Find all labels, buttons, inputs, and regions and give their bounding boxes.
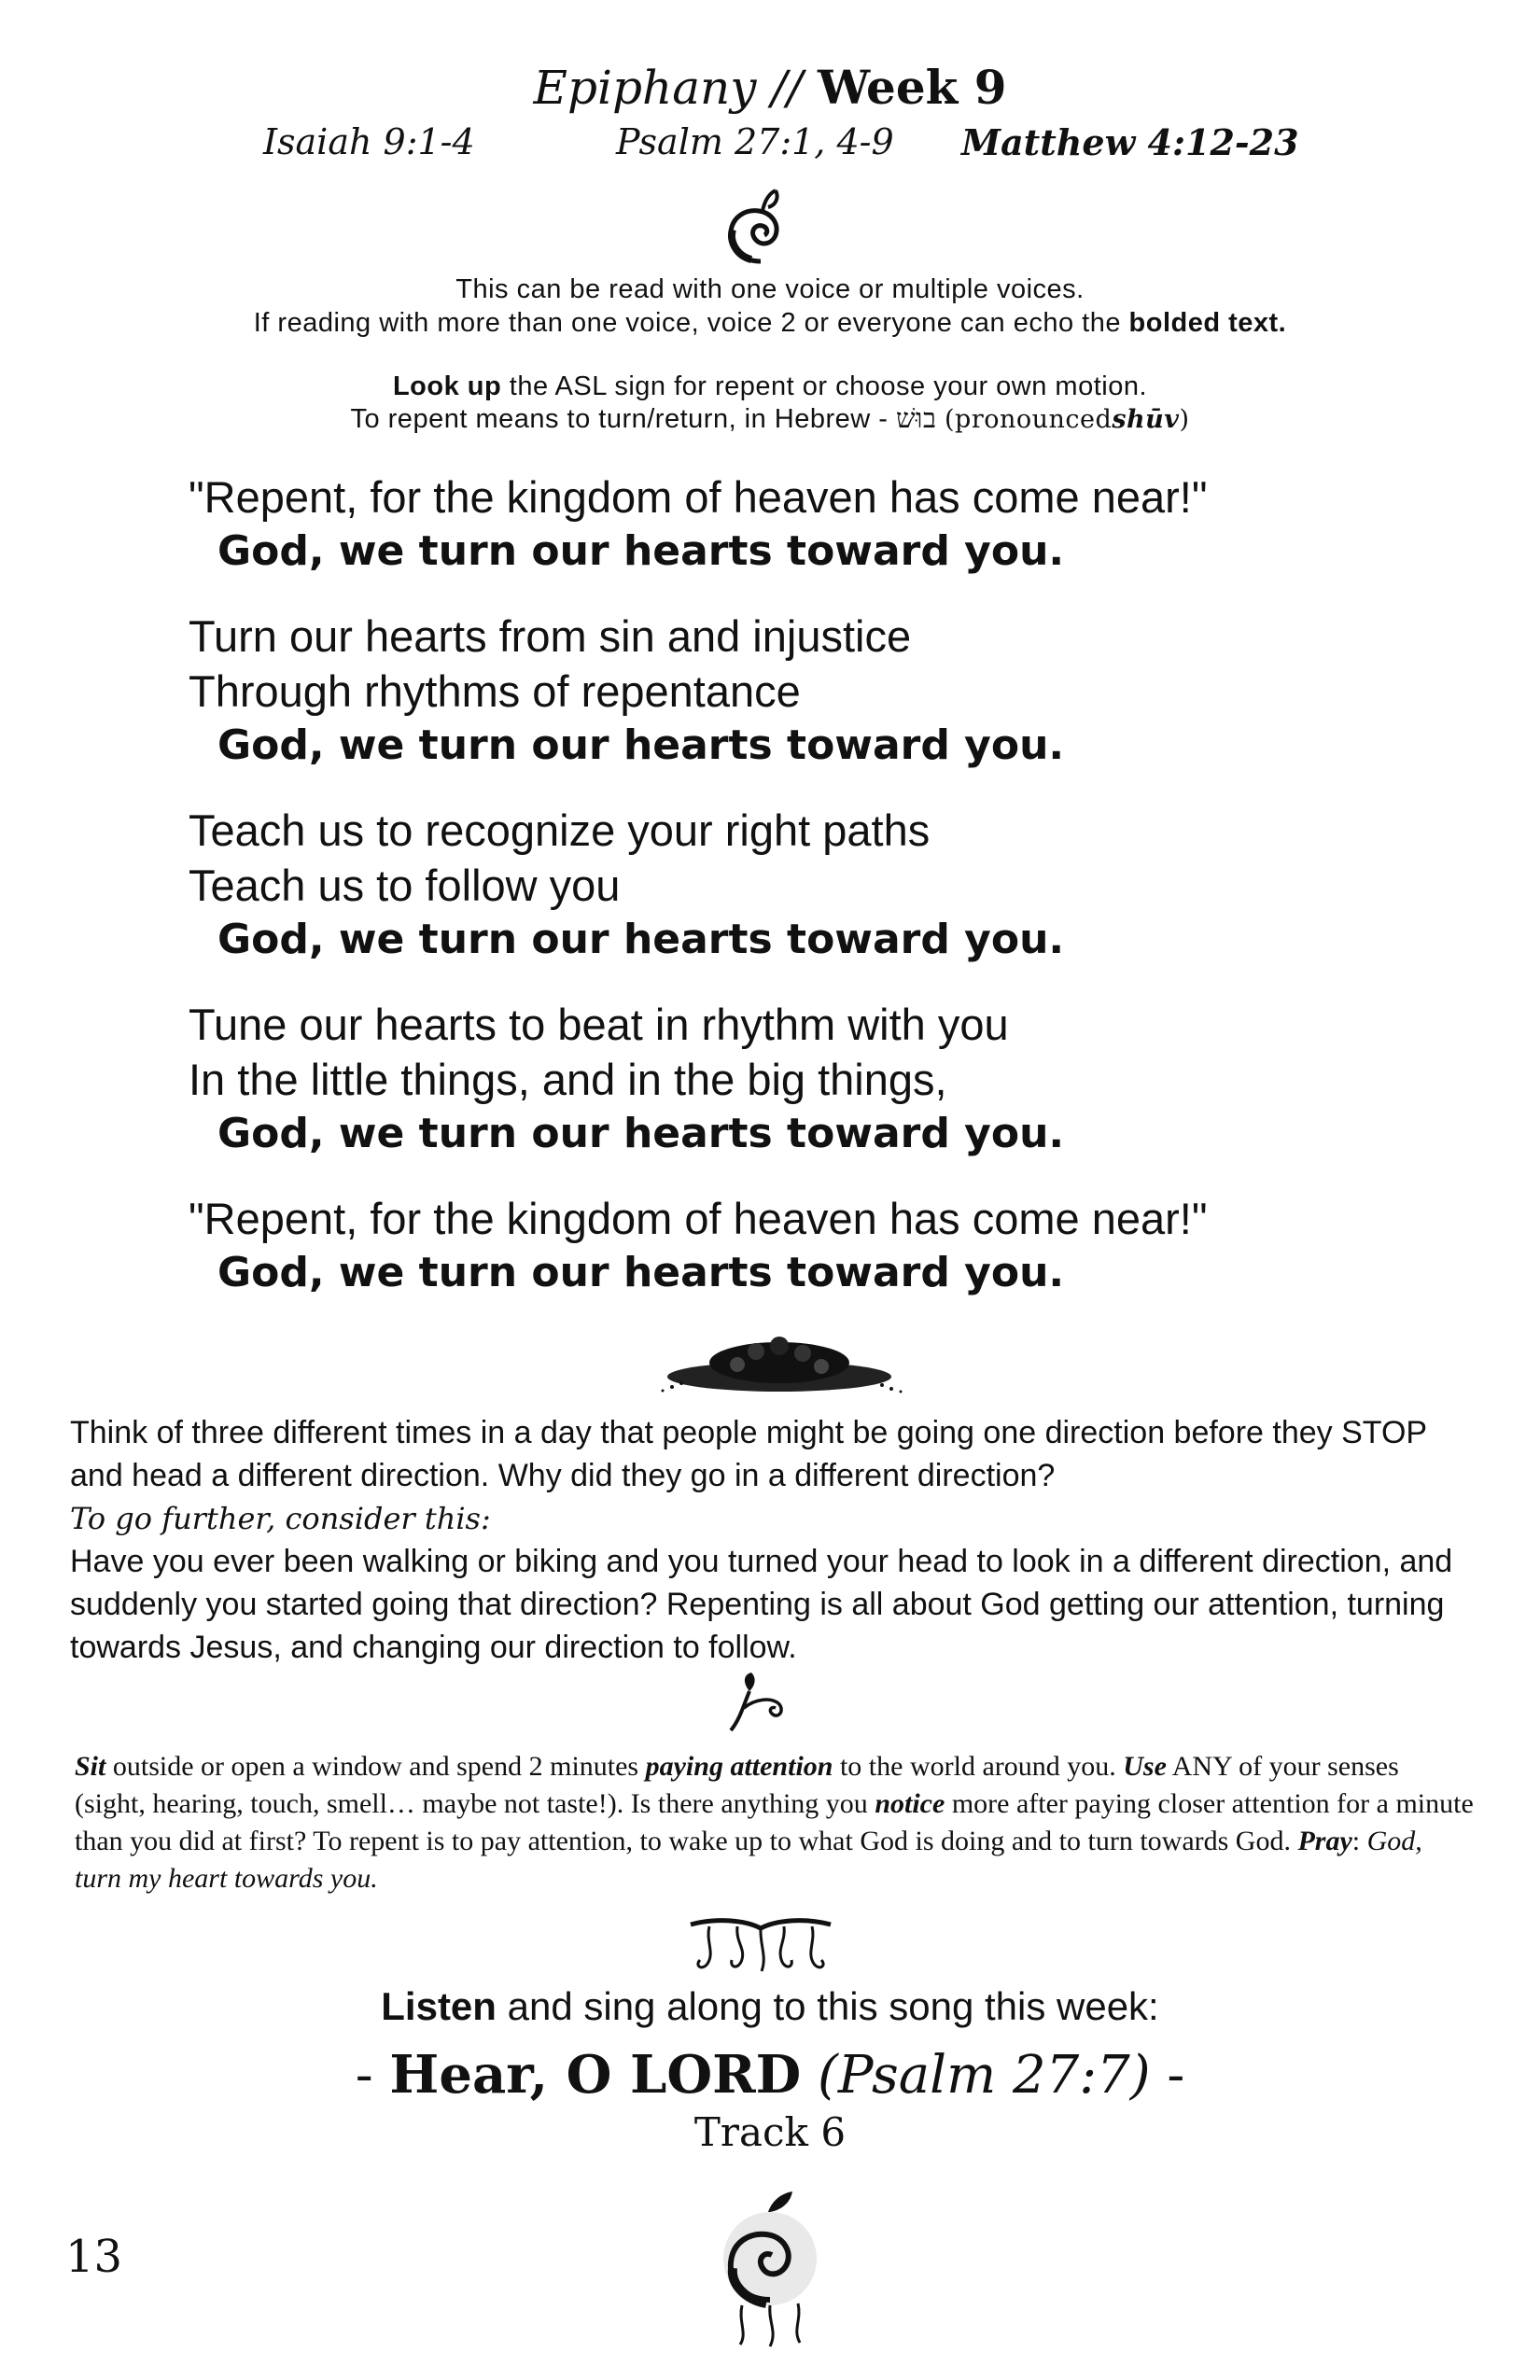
song-dash: - [355, 2045, 390, 2106]
swirl-ornament-icon [723, 185, 798, 269]
litany-response: God, we turn our hearts toward you. [217, 916, 1065, 963]
week-label: Week 9 [817, 60, 1007, 115]
instruction-line-2 [0, 306, 1540, 340]
activity-text: more after paying closer attention for a minute than you did at first? To repent is to pay attention, to wake up to what God is doing and to turn towards God. [75, 1788, 1474, 1856]
reflection-block [70, 1411, 1479, 1669]
prayer-text: God, turn my heart towards you. [75, 1826, 1422, 1894]
activity-text: : [1351, 1826, 1367, 1856]
sprout-icon [723, 1671, 798, 1736]
hebrew-word: בוּשׁ [896, 402, 937, 434]
listen-line [0, 1984, 1540, 2029]
litany-response: God, we turn our hearts toward you. [217, 1110, 1065, 1157]
pronounced-close: ) [1179, 405, 1190, 434]
instruction-line-4 [0, 401, 1540, 437]
instruction-line-2-text: If reading with more than one voice, voice 2 or everyone can echo the [253, 308, 1121, 338]
activity-block [75, 1748, 1475, 1897]
song-title: Hear, O LORD [389, 2044, 802, 2106]
instruction-line-3-text: the ASL sign for repent or choose your own motion. [509, 371, 1148, 401]
instruction-bold-text: bolded text. [1128, 308, 1287, 338]
litany-line: "Repent, for the kingdom of heaven has come near!" [189, 472, 1208, 522]
season-title: Epiphany [533, 61, 757, 115]
litany-line: Tune our hearts to beat in rhythm with you [189, 1000, 1009, 1049]
swirl-roots-ornament-icon [705, 2184, 835, 2352]
listen-label: Listen [381, 1984, 497, 2028]
further-label: To go further, consider this: [70, 1501, 491, 1536]
notice-label: notice [875, 1788, 945, 1819]
reading-isaiah: Isaiah 9:1-4 [263, 121, 475, 162]
song-title-line [0, 2044, 1540, 2106]
litany-line: In the little things, and in the big things, [189, 1055, 947, 1104]
track-label: Track 6 [693, 2109, 847, 2155]
litany-line: "Repent, for the kingdom of heaven has come near!" [189, 1194, 1208, 1243]
listen-text: and sing along to this song this week: [496, 1984, 1159, 2028]
reading-psalm: Psalm 27:1, 4-9 [616, 121, 894, 162]
litany-line: Teach us to recognize your right paths [189, 805, 931, 855]
stone-pile-icon [644, 1325, 915, 1400]
roots-ornament-icon [681, 1915, 840, 1981]
reading-matthew: Matthew 4:12-23 [961, 121, 1299, 163]
page-number: 13 [65, 2231, 123, 2283]
pray-label: Pray [1297, 1826, 1352, 1856]
instruction-line-3 [0, 370, 1540, 403]
paying-attention-label: paying attention [645, 1751, 833, 1782]
look-up-label: Look up [392, 371, 502, 401]
litany-line: Through rhythms of repentance [189, 666, 801, 716]
activity-text: outside or open a window and spend 2 minutes [105, 1751, 646, 1782]
pronunciation: shūv [1112, 405, 1180, 434]
pronounced-label: (pronounced [945, 405, 1113, 434]
use-label: Use [1123, 1751, 1167, 1782]
instruction-line-4-text: To repent means to turn/return, in Hebrew - [350, 404, 889, 434]
litany-response: God, we turn our hearts toward you. [217, 721, 1065, 769]
litany-response: God, we turn our hearts toward you. [217, 1249, 1065, 1296]
litany-line: Turn our hearts from sin and injustice [189, 611, 912, 661]
activity-text: to the world around you. [833, 1751, 1124, 1782]
further-text: Have you ever been walking or biking and you turned your head to look in a different direction, and suddenly you started going that direction? Repenting is all about God getting our attention, turning towards Jesus, and changing our direction to follow. [70, 1544, 1453, 1665]
litany-line: Teach us to follow you [189, 861, 621, 910]
instruction-line-1: This can be read with one voice or multiple voices. [455, 274, 1085, 304]
activity-text: ANY of your senses (sight, hearing, touch, smell… maybe not taste!). Is there anything you [75, 1751, 1399, 1819]
song-dash: - [1150, 2045, 1185, 2106]
song-reference: (Psalm 27:7) [818, 2045, 1151, 2106]
litany-response: God, we turn our hearts toward you. [217, 527, 1065, 575]
title-separator: // [771, 61, 804, 115]
sit-label: Sit [75, 1751, 106, 1782]
reflection-question: Think of three different times in a day that people might be going one direction before they STOP and head a different direction. Why did they go in a different direction? [70, 1415, 1427, 1493]
page-title [0, 60, 1540, 115]
